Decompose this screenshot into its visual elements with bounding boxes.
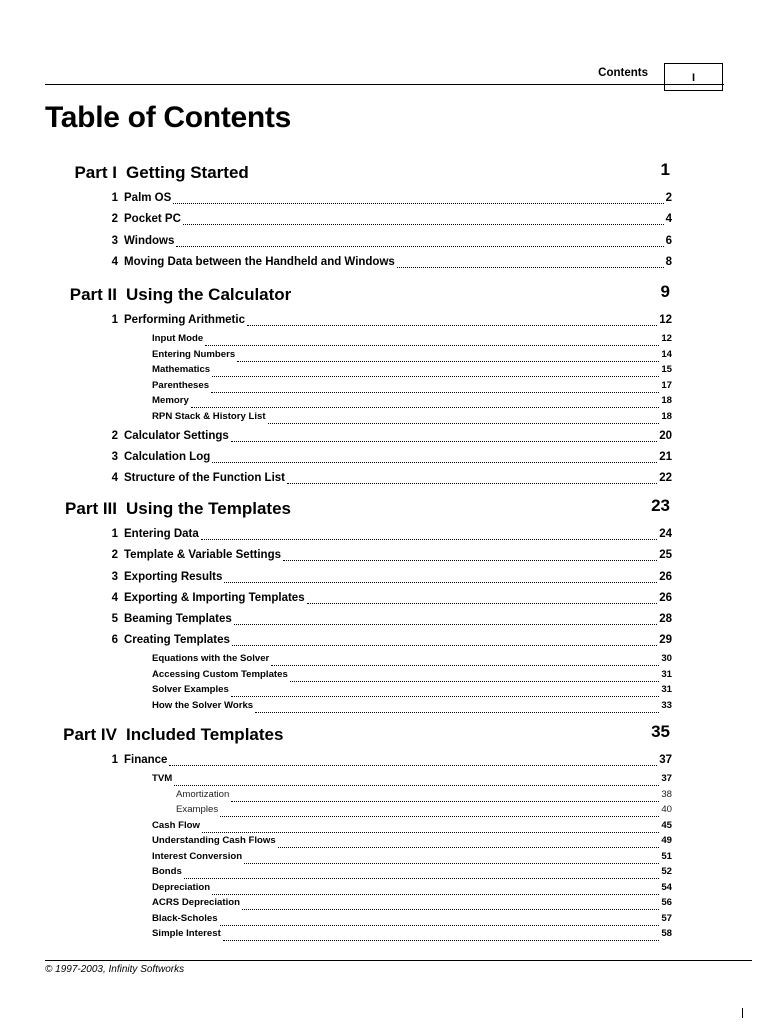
- entry-title: Cash Flow: [152, 820, 200, 831]
- toc-entry[interactable]: [152, 333, 672, 349]
- entry-page-number: 56: [661, 897, 672, 908]
- entry-title: Creating Templates: [124, 634, 230, 646]
- entry-page-number: 18: [661, 411, 672, 422]
- dot-leader: [220, 816, 659, 817]
- entry-title: Amortization: [176, 789, 230, 800]
- entry-page-number: 15: [661, 364, 672, 375]
- toc-entry[interactable]: [152, 380, 672, 396]
- entry-title: Finance: [124, 754, 168, 766]
- entry-title: Memory: [152, 395, 189, 406]
- dot-leader: [183, 224, 664, 225]
- toc-entry[interactable]: [111, 192, 672, 208]
- entry-page-number: 45: [661, 820, 672, 831]
- entry-page-number: 12: [659, 314, 672, 326]
- toc-entry[interactable]: [111, 451, 672, 467]
- entry-number: 4: [111, 256, 118, 268]
- entry-page-number: 37: [659, 754, 672, 766]
- dot-leader: [205, 345, 659, 346]
- entry-title: Black-Scholes: [152, 913, 218, 924]
- dot-leader: [176, 246, 663, 247]
- dot-leader: [220, 925, 660, 926]
- toc-entry[interactable]: [152, 882, 672, 898]
- dot-leader: [212, 462, 657, 463]
- entry-title: Exporting & Importing Templates: [124, 592, 305, 604]
- entry-number: 2: [111, 213, 118, 225]
- part-page-number: 1: [660, 160, 670, 179]
- toc-entry[interactable]: [152, 913, 672, 929]
- entry-page-number: 12: [661, 333, 672, 344]
- dot-leader: [201, 539, 657, 540]
- dot-leader: [278, 847, 660, 848]
- entry-page-number: 22: [659, 472, 672, 484]
- entry-page-number: 18: [661, 395, 672, 406]
- entry-title: How the Solver Works: [152, 700, 254, 711]
- toc-part-heading[interactable]: [0, 282, 768, 306]
- dot-leader: [242, 909, 659, 910]
- entry-page-number: 28: [659, 613, 672, 625]
- entry-number: 4: [111, 472, 118, 484]
- entry-number: 3: [111, 451, 118, 463]
- entry-number: 5: [111, 613, 118, 625]
- dot-leader: [231, 441, 657, 442]
- entry-title: Examples: [176, 804, 219, 815]
- toc-part-heading[interactable]: [0, 496, 768, 520]
- page-corner-mark: [742, 1008, 743, 1018]
- toc-entry[interactable]: [152, 835, 672, 851]
- part-title: Getting Started: [126, 163, 249, 182]
- toc-entry[interactable]: [152, 866, 672, 882]
- entry-number: 1: [111, 528, 118, 540]
- entry-page-number: 31: [661, 669, 672, 680]
- toc-entry[interactable]: [111, 549, 672, 565]
- part-label: Part I: [74, 163, 117, 182]
- dot-leader: [287, 483, 657, 484]
- entry-page-number: 54: [661, 882, 672, 893]
- entry-page-number: 21: [659, 451, 672, 463]
- entry-title: Calculation Log: [124, 451, 211, 463]
- footer-copyright: © 1997-2003, Infinity Softworks: [45, 964, 185, 975]
- entry-page-number: 52: [661, 866, 672, 877]
- toc-entry[interactable]: [152, 897, 672, 913]
- toc-entry[interactable]: [152, 820, 672, 836]
- entry-number: 6: [111, 634, 118, 646]
- entry-title: Bonds: [152, 866, 182, 877]
- entry-page-number: 26: [659, 571, 672, 583]
- toc-entry[interactable]: [152, 364, 672, 380]
- dot-leader: [234, 624, 657, 625]
- dot-leader: [169, 765, 657, 766]
- part-page-number: 23: [651, 496, 670, 515]
- entry-number: 3: [111, 571, 118, 583]
- header-rule: [45, 84, 724, 85]
- entry-title: Moving Data between the Handheld and Windows: [124, 256, 395, 268]
- entry-title: Exporting Results: [124, 571, 223, 583]
- toc-entry[interactable]: [152, 411, 672, 427]
- dot-leader: [174, 785, 659, 786]
- toc-entry[interactable]: [111, 528, 672, 544]
- entry-title: RPN Stack & History List: [152, 411, 266, 422]
- header-page-number-box: I: [664, 63, 723, 91]
- dot-leader: [211, 392, 659, 393]
- page-title: Table of Contents: [45, 101, 292, 134]
- part-page-number: 35: [651, 722, 670, 741]
- entry-title: Structure of the Function List: [124, 472, 285, 484]
- dot-leader: [397, 267, 664, 268]
- entry-number: 1: [111, 754, 118, 766]
- entry-title: Template & Variable Settings: [124, 549, 282, 561]
- dot-leader: [173, 203, 663, 204]
- entry-title: Depreciation: [152, 882, 211, 893]
- toc-entry[interactable]: [152, 395, 672, 411]
- entry-title: Input Mode: [152, 333, 204, 344]
- dot-leader: [283, 560, 657, 561]
- entry-page-number: 57: [661, 913, 672, 924]
- entry-page-number: 8: [665, 256, 672, 268]
- toc-entry[interactable]: [152, 349, 672, 365]
- entry-title: Performing Arithmetic: [124, 314, 245, 326]
- toc-entry[interactable]: [152, 700, 672, 716]
- part-label: Part III: [65, 499, 117, 518]
- toc-entry[interactable]: [152, 851, 672, 867]
- dot-leader: [290, 681, 660, 682]
- dot-leader: [271, 665, 659, 666]
- toc-entry[interactable]: [111, 314, 672, 330]
- entry-page-number: 14: [661, 349, 672, 360]
- entry-page-number: 4: [665, 213, 672, 225]
- toc-entry[interactable]: [111, 430, 672, 446]
- dot-leader: [255, 712, 659, 713]
- entry-page-number: 26: [659, 592, 672, 604]
- entry-page-number: 51: [661, 851, 672, 862]
- entry-page-number: 40: [661, 804, 672, 815]
- toc-entry[interactable]: [111, 256, 672, 272]
- toc-entry[interactable]: [176, 804, 672, 820]
- toc-entry[interactable]: [176, 789, 672, 805]
- toc-part-heading[interactable]: [0, 160, 768, 184]
- entry-page-number: 37: [661, 773, 672, 784]
- entry-title: Mathematics: [152, 364, 211, 375]
- entry-number: 3: [111, 235, 118, 247]
- dot-leader: [232, 645, 657, 646]
- entry-page-number: 20: [659, 430, 672, 442]
- toc-entry[interactable]: [152, 773, 672, 789]
- entry-page-number: 6: [665, 235, 672, 247]
- part-label: Part IV: [63, 725, 117, 744]
- dot-leader: [231, 696, 660, 697]
- toc-entry[interactable]: [152, 669, 672, 685]
- entry-number: 1: [111, 192, 118, 204]
- entry-page-number: 49: [661, 835, 672, 846]
- toc-entry[interactable]: [111, 235, 672, 251]
- header-label: Contents: [598, 67, 648, 79]
- dot-leader: [268, 423, 660, 424]
- entry-number: 1: [111, 314, 118, 326]
- toc-entry[interactable]: [111, 213, 672, 229]
- dot-leader: [307, 603, 658, 604]
- toc-entry[interactable]: [111, 472, 672, 488]
- dot-leader: [212, 376, 659, 377]
- entry-title: Parentheses: [152, 380, 210, 391]
- entry-number: 2: [111, 430, 118, 442]
- toc-entry[interactable]: [152, 928, 672, 944]
- entry-title: Palm OS: [124, 192, 172, 204]
- entry-title: Windows: [124, 235, 175, 247]
- toc-entry[interactable]: [111, 634, 672, 650]
- toc-entry[interactable]: [152, 684, 672, 700]
- entry-title: Entering Numbers: [152, 349, 236, 360]
- dot-leader: [212, 894, 659, 895]
- entry-title: Interest Conversion: [152, 851, 243, 862]
- toc-entry[interactable]: [111, 571, 672, 587]
- entry-number: 2: [111, 549, 118, 561]
- dot-leader: [223, 940, 660, 941]
- entry-page-number: 58: [661, 928, 672, 939]
- entry-page-number: 2: [665, 192, 672, 204]
- dot-leader: [224, 582, 657, 583]
- toc-part-heading[interactable]: [0, 722, 768, 746]
- dot-leader: [237, 361, 659, 362]
- dot-leader: [247, 325, 657, 326]
- dot-leader: [244, 863, 659, 864]
- footer-rule: [45, 960, 752, 961]
- entry-title: Calculator Settings: [124, 430, 229, 442]
- entry-page-number: 31: [661, 684, 672, 695]
- entry-title: Solver Examples: [152, 684, 229, 695]
- entry-title: TVM: [152, 773, 173, 784]
- dot-leader: [231, 801, 659, 802]
- part-title: Included Templates: [126, 725, 284, 744]
- entry-title: ACRS Depreciation: [152, 897, 240, 908]
- entry-title: Pocket PC: [124, 213, 181, 225]
- dot-leader: [202, 832, 659, 833]
- toc-entry[interactable]: [111, 592, 672, 608]
- toc-entry[interactable]: [111, 754, 672, 770]
- entry-page-number: 33: [661, 700, 672, 711]
- entry-title: Beaming Templates: [124, 613, 232, 625]
- part-title: Using the Templates: [126, 499, 291, 518]
- entry-title: Accessing Custom Templates: [152, 669, 288, 680]
- entry-page-number: 30: [661, 653, 672, 664]
- entry-number: 4: [111, 592, 118, 604]
- entry-title: Entering Data: [124, 528, 199, 540]
- part-page-number: 9: [660, 282, 670, 301]
- entry-page-number: 17: [661, 380, 672, 391]
- entry-page-number: 29: [659, 634, 672, 646]
- toc-entry[interactable]: [111, 613, 672, 629]
- entry-title: Simple Interest: [152, 928, 221, 939]
- part-label: Part II: [69, 285, 117, 304]
- entry-page-number: 25: [659, 549, 672, 561]
- entry-title: Understanding Cash Flows: [152, 835, 276, 846]
- entry-title: Equations with the Solver: [152, 653, 270, 664]
- part-title: Using the Calculator: [126, 285, 292, 304]
- toc-entry[interactable]: [152, 653, 672, 669]
- dot-leader: [191, 407, 660, 408]
- dot-leader: [184, 878, 659, 879]
- entry-page-number: 38: [661, 789, 672, 800]
- entry-page-number: 24: [659, 528, 672, 540]
